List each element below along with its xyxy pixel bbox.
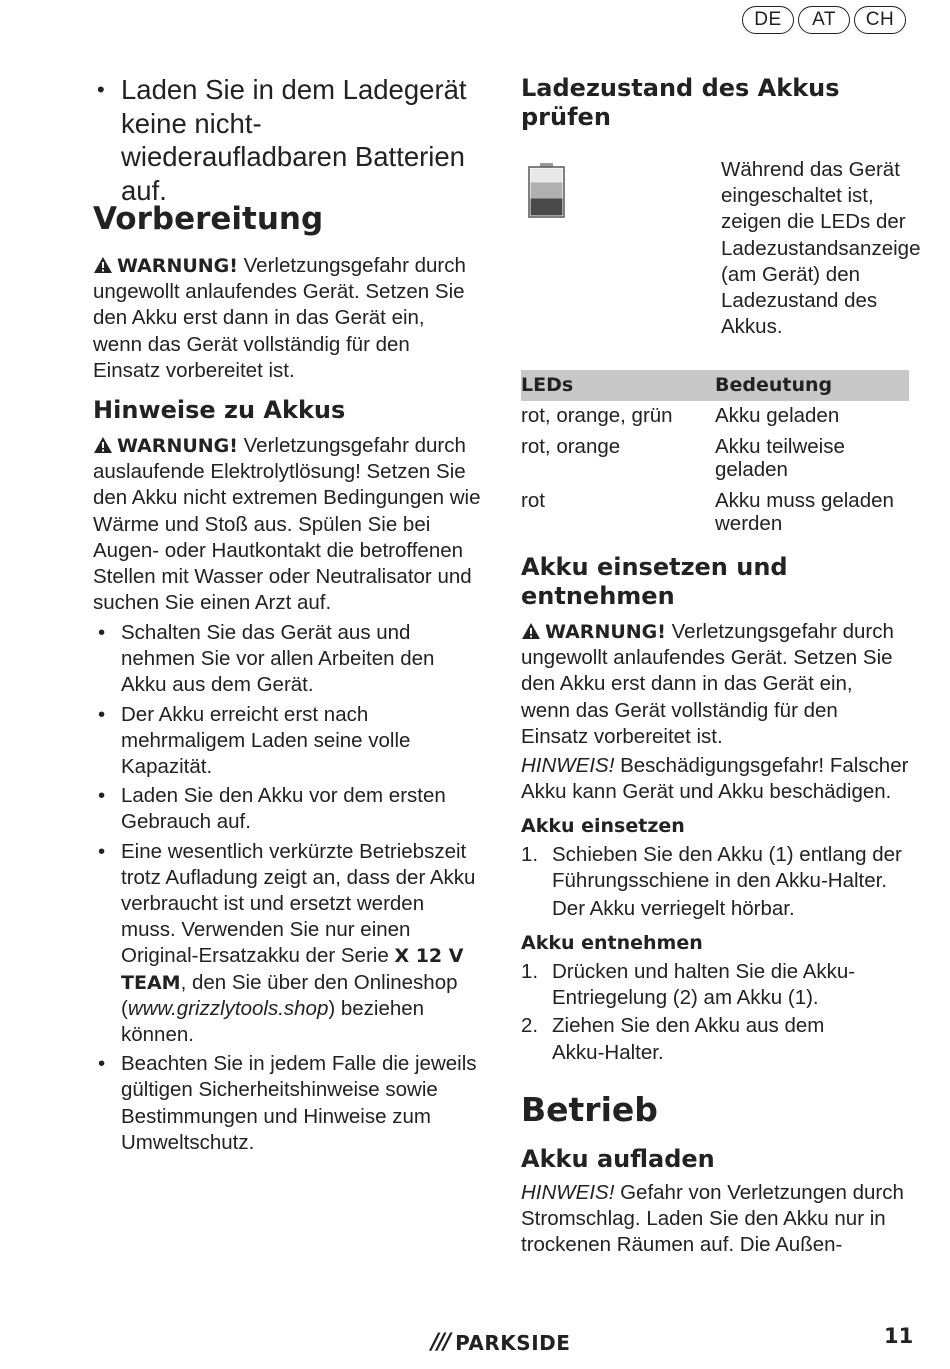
step-number: 2.	[521, 1014, 539, 1038]
table-cell: rot, orange	[521, 435, 621, 458]
aufladen-note	[521, 1180, 905, 1259]
list-item: • Der Akku erreicht erst nach mehrmaligem Laden seine volle Kapazität.	[93, 702, 463, 781]
list-item	[521, 842, 911, 894]
hinweise-warning	[93, 433, 483, 616]
table-row	[521, 401, 909, 432]
warning-text: Verletzungsgefahr durch ungewollt anlaufendes Gerät. Setzen Sie den Akku erst dann in das Gerät ein, wenn das Gerät vollständig für den Einsatz vorbereitet ist.	[521, 620, 894, 748]
brand-name: PARKSIDE	[455, 1330, 571, 1355]
warning-label: WARNUNG!	[117, 255, 238, 277]
note-text: Beschädigungsgefahr! Falscher Akku kann Gerät und Akku beschädigen.	[521, 754, 909, 804]
step-text: Ziehen Sie den Akku aus dem Akku-Halter.	[552, 1014, 825, 1064]
ladezustand-description: Während das Gerät eingeschaltet ist, zeigen die LEDs der Ladezustandsanzeige (am Gerät) den Ladezustand des Akkus.	[721, 158, 921, 339]
warning-text: Verletzungsgefahr durch ungewollt anlaufendes Gerät. Setzen Sie den Akku erst dann in das Gerät ein, wenn das Gerät vollständig für den Einsatz vorbereitet ist.	[93, 254, 466, 382]
warning-triangle-icon	[521, 622, 541, 640]
aufladen-heading: Akku aufladen	[521, 1145, 715, 1173]
vorbereitung-warning	[93, 253, 473, 384]
betrieb-heading: Betrieb	[521, 1090, 658, 1129]
step-result: Der Akku verriegelt hörbar.	[552, 897, 795, 921]
insert-steps	[521, 842, 911, 923]
hinweise-heading: Hinweise zu Akkus	[93, 396, 346, 424]
language-badges	[742, 6, 906, 34]
bullet-text: Eine wesentlich verkürzte Betriebszeit trotz Aufladung zeigt an, dass der Akku verbraucht ist und ersetzt werden muss. Verwenden Sie nur einen Original-Ersatzakku der Serie	[121, 839, 476, 968]
hinweise-bullets	[93, 620, 485, 1156]
language-badge-ch: CH	[854, 6, 906, 34]
table-row	[521, 486, 909, 540]
step-number: 1.	[521, 843, 539, 866]
page-number: 11	[884, 1324, 914, 1348]
note-label: HINWEIS!	[521, 754, 615, 777]
einsetzen-warning	[521, 619, 901, 750]
vorbereitung-heading: Vorbereitung	[93, 201, 324, 237]
table-cell: Akku teilweise geladen	[715, 435, 845, 481]
einsetzen-heading: Akku einsetzen und entnehmen	[521, 553, 788, 610]
language-badge-at: AT	[798, 6, 850, 34]
warning-triangle-icon	[93, 436, 113, 454]
language-badge-de: DE	[742, 6, 794, 34]
warning-triangle-icon	[93, 256, 113, 274]
list-item	[93, 839, 478, 1049]
series-name: X 12 V TEAM	[121, 945, 464, 994]
warning-label: WARNUNG!	[545, 621, 666, 643]
einsetzen-note	[521, 753, 913, 805]
list-item	[521, 959, 911, 1011]
shop-url: www.grizzlytools.shop	[127, 996, 329, 1020]
remove-steps	[521, 959, 911, 1066]
warning-text: Verletzungsgefahr durch auslaufende Elektrolytlösung! Setzen Sie den Akku nicht extremen Bedingungen wie Wärme und Stoß aus. Spülen Sie bei Augen- oder Hautkontakt die betroffenen Stellen mit Wasser oder Neutralisator und suchen Sie einen Arzt auf.	[93, 434, 481, 615]
bullet-text: ) beziehen können.	[121, 996, 425, 1047]
insert-heading: Akku einsetzen	[521, 815, 685, 837]
table-cell: rot, orange, grün	[521, 404, 673, 427]
step-text: Drücken und halten Sie die Akku-Entriegelung (2) am Akku (1).	[552, 960, 856, 1010]
warning-label: WARNUNG!	[117, 435, 238, 457]
step-text: Schieben Sie den Akku (1) entlang der Führungsschiene in den Akku-Halter.	[552, 843, 902, 893]
table-cell: Akku geladen	[715, 404, 840, 427]
battery-level-icon	[528, 163, 565, 218]
table-row	[521, 432, 909, 486]
list-item	[521, 1013, 866, 1065]
note-label: HINWEIS!	[521, 1181, 615, 1204]
led-status-table	[521, 370, 909, 540]
column-header-meaning: Bedeutung	[715, 370, 909, 401]
note-text: Gefahr von Verletzungen durch Stromschlag. Laden Sie den Akku nur in trockenen Räumen auf. Die Außen-	[521, 1181, 904, 1257]
list-item: • Laden Sie den Akku vor dem ersten Gebrauch auf.	[93, 783, 485, 835]
table-cell: Akku muss geladen werden	[715, 489, 894, 535]
table-header-row	[521, 370, 909, 401]
bullet-text: , den Sie über den Onlineshop (	[121, 970, 458, 1020]
column-header-leds: LEDs	[521, 370, 715, 401]
table-cell: rot	[521, 489, 545, 512]
list-item: • Schalten Sie das Gerät aus und nehmen Sie vor allen Arbeiten den Akku aus dem Gerät.	[93, 620, 453, 699]
intro-bullet: • Laden Sie in dem Ladegerät keine nicht-wiederaufladbaren Batterien auf.	[93, 73, 485, 207]
list-item: • Beachten Sie in jedem Falle die jeweils gültigen Sicherheitshinweise sowie Bestimmungen und Hinweise zum Umweltschutz.	[93, 1051, 485, 1156]
brand-logo	[431, 1330, 570, 1355]
remove-heading: Akku entnehmen	[521, 932, 703, 954]
step-number: 1.	[521, 960, 539, 983]
brand-mark: ///	[431, 1330, 450, 1355]
ladezustand-heading: Ladezustand des Akkus prüfen	[521, 74, 840, 131]
